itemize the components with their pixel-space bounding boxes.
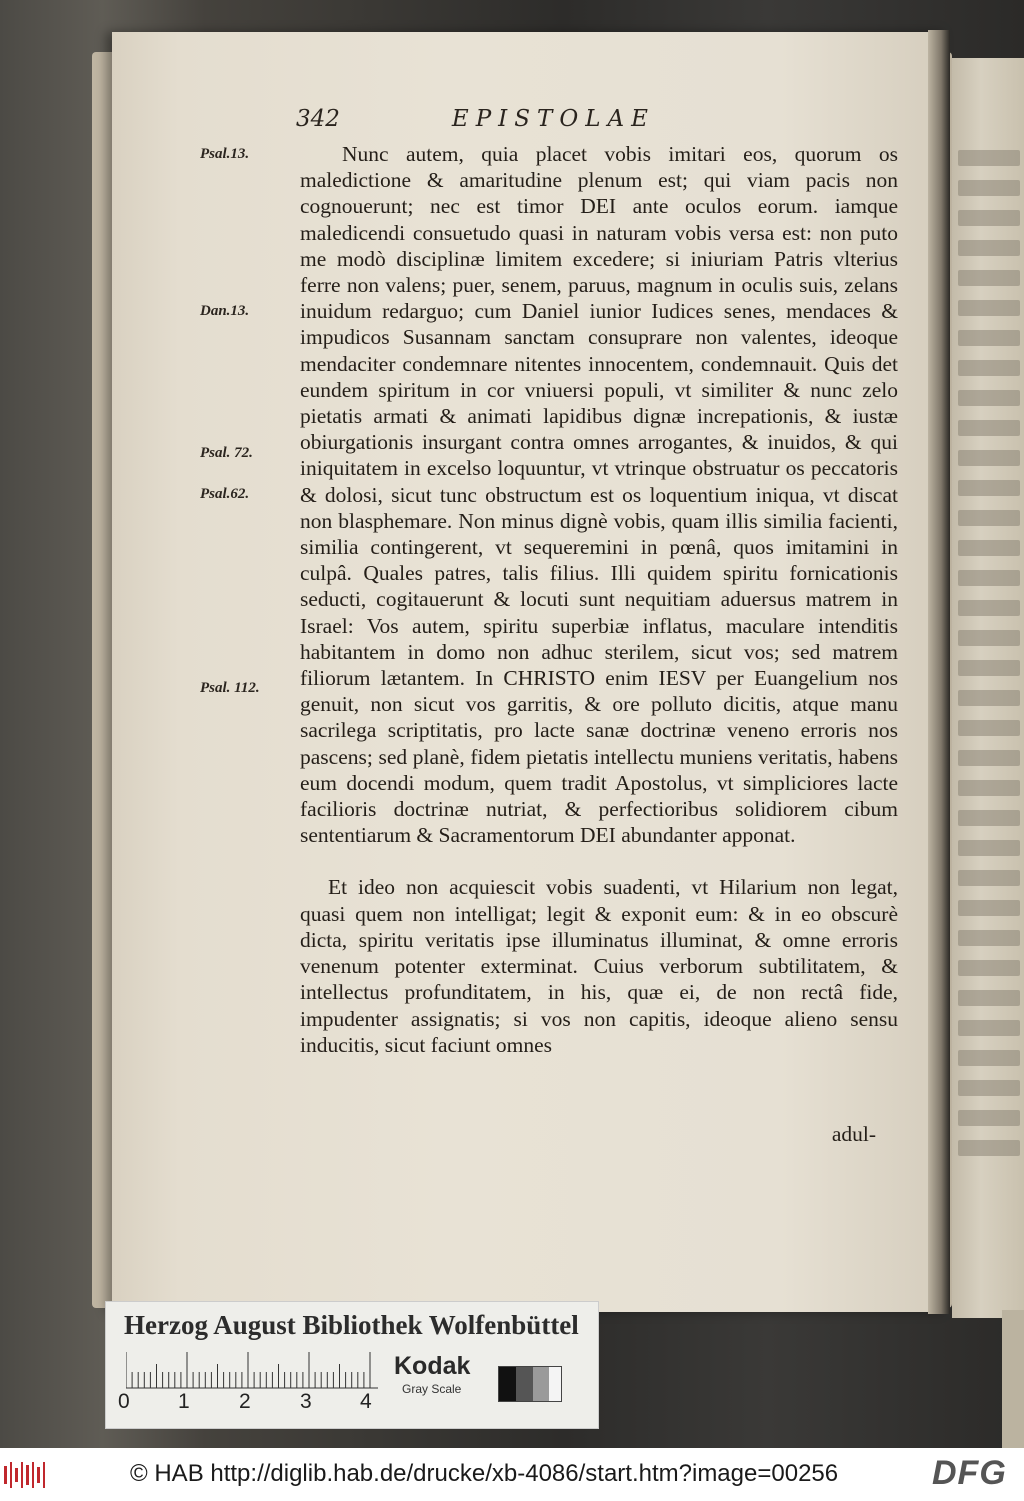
ruler-number-0: 0: [118, 1390, 130, 1413]
ruler-number-1: 1: [178, 1390, 190, 1413]
running-title: EPISTOLAE: [451, 106, 655, 132]
kodak-subtitle: Gray Scale: [402, 1382, 462, 1396]
card-title: Herzog August Bibliothek Wolfenbüttel: [124, 1310, 579, 1340]
running-head: [296, 106, 706, 132]
dfg-logo: DFG: [932, 1454, 1007, 1492]
right-edge-strip: [1002, 1310, 1024, 1448]
hab-barcode-logo-icon: [4, 1462, 48, 1488]
kodak-brand: Kodak: [394, 1352, 471, 1380]
ruler-scale: [126, 1350, 378, 1390]
ruler-numbers: [118, 1390, 388, 1418]
facing-page-text-fragments: [958, 150, 1020, 1170]
paragraph-1: Nunc autem, quia placet vobis imitari eos, quorum os maledictione & amaritudine plenum est; qui viam pacis non cognouerunt; nec est timor DEI ante oculos eorum. iamque maledicendi consuetudo quasi in naturam vobis versa est: non puto me modò disciplinæ limitem excedere; si iniuriam Patris vlterius ferre non valens; puer, senem, paruus, magnum in oculis suis, zelans inuidum redarguo; cum Daniel iunior Iudices senes, mendaces & impudicos Susannam sanctam consuprare non valentes, ideoque mendaciter condemnare nitentes innocentem, condemnauit. Quis det eundem spiritum in cor vniuersi populi, vt similiter & nunc zelo pietatis armati & animati lapidibus dignæ increpationis, & iustæ obiurgationis insurgant contra omnes arrogantes, & inuidos, & qui iniquitatem in excelso loquuntur, vt vtrinque obstruatur os peccatoris & dolosi, sicut tunc obstructum est os loquentium iniqua, vt discat non blasphemare. Non minus dignè vobis, quam illis similia facienti, similia contingerent, vt sequeremini in pœnâ, quos imitamini in culpâ. Quales patres, talis filius. Illi quidem spiritu fornicationis seducti, cogitauerunt & locuti sunt nequitiam aduersus matrem in Israel: Vos autem, spiritu superbiæ inflatus, maculare intenditis habitantem in domo non adhuc sterilem, sicut vos; sed matrem filiorum lætantem. In CHRISTO enim IESV per Euangelium nos genuit, non sicut vos garritis, & ore polluto dicitis, atque manu sacrilega scriptitatis, pro lacte sanæ doctrinæ veneno erroris nos pascens; sed planè, fidem pietatis intellectu muniens veritatis, habens eum docendi modum, quem tradit Apostolus, vt simpliciores lacte facilioris doctrinæ nutriat, & perfectioribus solidiorem cibum sententiarum & Sacramentorum DEI abundanter apponat.: [300, 142, 898, 848]
paragraph-2: Et ideo non acquiescit vobis suadenti, vt Hilarium non legat, quasi quem non intelligat; legit & exponit eum: & in eo obscurè dicta, spiritu veritatis ipse illuminatus illuminat, & omne erroris venenum potenter exterminat. Cuius verborum subtilitatem, & intellectus profunditatem, in his, quæ ei, de non rectâ fide, impudenter assignatis; si vos non capitis, ideoque alieno sensu inducitis, sicut faciunt omnes: [300, 875, 898, 1057]
gray-swatches: [498, 1366, 562, 1402]
page-number: 342: [296, 106, 340, 132]
color-reference-card: [106, 1302, 598, 1428]
margin-note-4: Psal.62.: [200, 486, 250, 502]
catchword: adul-: [831, 1122, 876, 1146]
ruler-number-4: 4: [360, 1390, 372, 1413]
source-link[interactable]: © HAB http://diglib.hab.de/drucke/xb-4086/start.htm?image=00256: [130, 1460, 839, 1487]
body-text: [300, 141, 898, 1058]
footer-bar: [0, 1448, 1024, 1501]
margin-note-3: Psal. 72.: [200, 445, 253, 461]
ruler-number-3: 3: [300, 1390, 312, 1413]
margin-note-1: Psal.13.: [200, 146, 250, 162]
ruler-number-2: 2: [239, 1390, 251, 1413]
margin-note-2: Dan.13.: [200, 303, 250, 319]
margin-note-5: Psal. 112.: [200, 680, 260, 696]
book-gutter: [928, 30, 950, 1314]
